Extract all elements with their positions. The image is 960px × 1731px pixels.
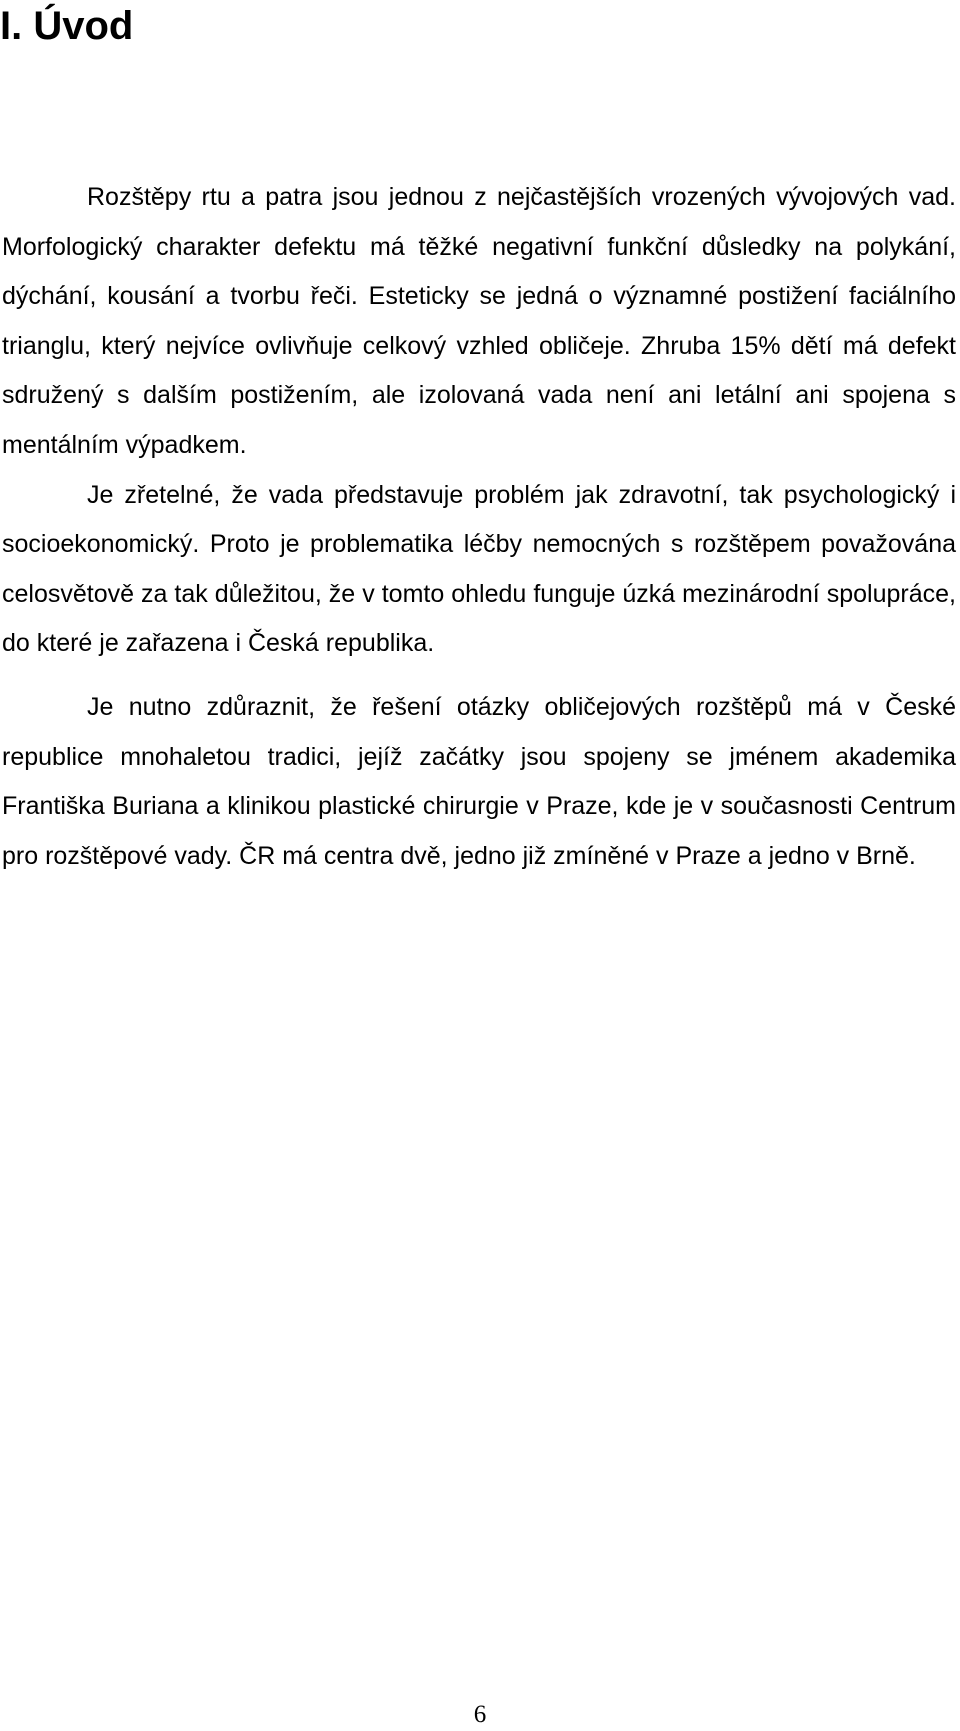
- paragraph-problem-scope: Je zřetelné, že vada představuje problém jak zdravotní, tak psychologický i socioekonomický. Proto je problematika léčby nemocných s rozštěpem považována celosvětově za tak důležitou, že v tomto ohledu funguje úzká mezinárodní spolupráce, do které je zařazena i Česká republika.: [2, 480, 956, 658]
- document-body: [2, 173, 956, 881]
- page-number: 6: [473, 1701, 487, 1728]
- paragraph-cleft-overview: Rozštěpy rtu a patra jsou jednou z nejčastějších vrozených vývojových vad. Morfologický charakter defektu má těžké negativní funkční důsledky na polykání, dýchání, kousání a tvorbu řeči. Esteticky se jedná o významné postižení faciálního trianglu, který nejvíce ovlivňuje celkový vzhled obličeje. Zhruba 15% dětí má defekt sdružený s dalším postižením, ale izolovaná vada není ani letální ani spojena s mentálním výpadkem.: [2, 183, 956, 459]
- section-heading: I. Úvod: [0, 4, 134, 48]
- paragraph-czech-tradition: Je nutno zdůraznit, že řešení otázky obličejových rozštěpů má v České republice mnohaletou tradici, jejíž začátky jsou spojeny se jménem akademika Františka Buriana a klinikou plastické chirurgie v Praze, kde je v současnosti Centrum pro rozštěpové vady. ČR má centra dvě, jedno již zmíněné v Praze a jedno v Brně.: [2, 692, 956, 870]
